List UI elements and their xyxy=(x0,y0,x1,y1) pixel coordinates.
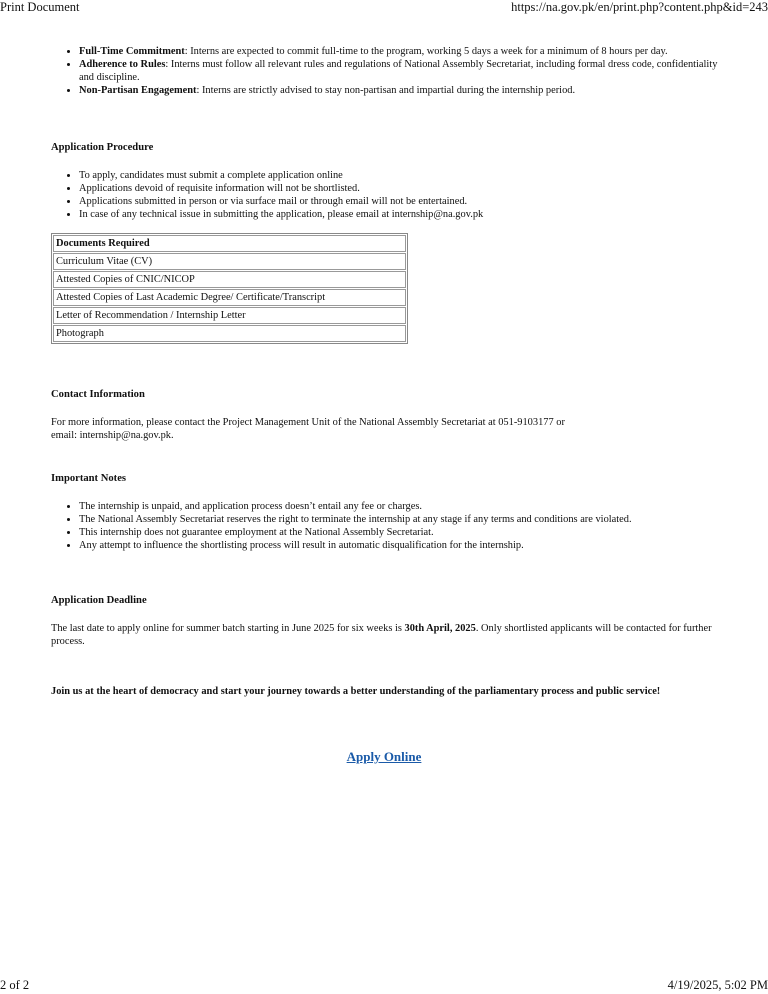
print-title: Print Document xyxy=(0,0,80,14)
contact-heading: Contact Information xyxy=(51,389,145,400)
notes-heading: Important Notes xyxy=(51,473,127,484)
procedure-heading: Application Procedure xyxy=(51,142,154,153)
list-item: • This internship does not guarantee employment at the National Assembly Secretariat. xyxy=(79,526,721,539)
deadline-heading: Application Deadline xyxy=(51,595,147,606)
list-item: • To apply, candidates must submit a complete application online xyxy=(79,169,721,182)
print-footer xyxy=(0,978,768,994)
contact-section xyxy=(51,388,721,442)
print-url: https://na.gov.pk/en/print.php?content.php&id=243 xyxy=(511,0,768,14)
table-row: Letter of Recommendation / Internship Letter xyxy=(53,307,406,324)
deadline-section xyxy=(51,594,721,648)
list-item: • Applications devoid of requisite information will not be shortlisted. xyxy=(79,182,721,195)
list-item: • Non-Partisan Engagement: Interns are strictly advised to stay non-partisan and impartial during the internship period. xyxy=(79,84,721,97)
documents-header: Documents Required xyxy=(53,235,406,252)
deadline-text: The last date to apply online for summer batch starting in June 2025 for six weeks is 30th April, 2025. Only shortlisted applicants will be contacted for further process. xyxy=(51,623,712,647)
list-item: • Full-Time Commitment: Interns are expected to commit full-time to the program, working 5 days a week for a minimum of 8 hours per day. xyxy=(79,45,721,58)
table-row: Attested Copies of Last Academic Degree/ Certificate/Transcript xyxy=(53,289,406,306)
table-row: Photograph xyxy=(53,325,406,342)
procedure-section xyxy=(51,141,721,221)
conditions-list xyxy=(51,45,721,97)
table-row: Curriculum Vitae (CV) xyxy=(53,253,406,270)
table-row: Attested Copies of CNIC/NICOP xyxy=(53,271,406,288)
print-timestamp: 4/19/2025, 5:02 PM xyxy=(667,978,768,992)
list-item: • The internship is unpaid, and application process doesn’t entail any fee or charges. xyxy=(79,500,721,513)
closing-statement: Join us at the heart of democracy and start your journey towards a better understanding of the parliamentary process and public service! xyxy=(51,686,661,697)
list-item: • Any attempt to influence the shortlisting process will result in automatic disqualification for the internship. xyxy=(79,539,721,552)
page-count: 2 of 2 xyxy=(0,978,30,992)
contact-email: email: internship@na.gov.pk. xyxy=(51,430,174,441)
deadline-date: 30th April, 2025 xyxy=(404,623,476,634)
list-item: • The National Assembly Secretariat reserves the right to terminate the internship at any stage if any terms and conditions are violated. xyxy=(79,513,721,526)
apply-online-container xyxy=(0,749,768,765)
list-item: • Applications submitted in person or via surface mail or through email will not be entertained. xyxy=(79,195,721,208)
contact-line: For more information, please contact the Project Management Unit of the National Assembly Secretariat at 051-9103177 or xyxy=(51,417,565,428)
print-header xyxy=(0,0,768,16)
list-item: • In case of any technical issue in submitting the application, please email at internship@na.gov.pk xyxy=(79,208,721,221)
list-item: • Adherence to Rules: Interns must follow all relevant rules and regulations of National Assembly Secretariat, including formal dress code, confidentiality and discipline. xyxy=(79,58,721,84)
notes-section xyxy=(51,472,721,552)
apply-online-link[interactable]: Apply Online xyxy=(346,749,422,764)
documents-table xyxy=(51,233,408,344)
